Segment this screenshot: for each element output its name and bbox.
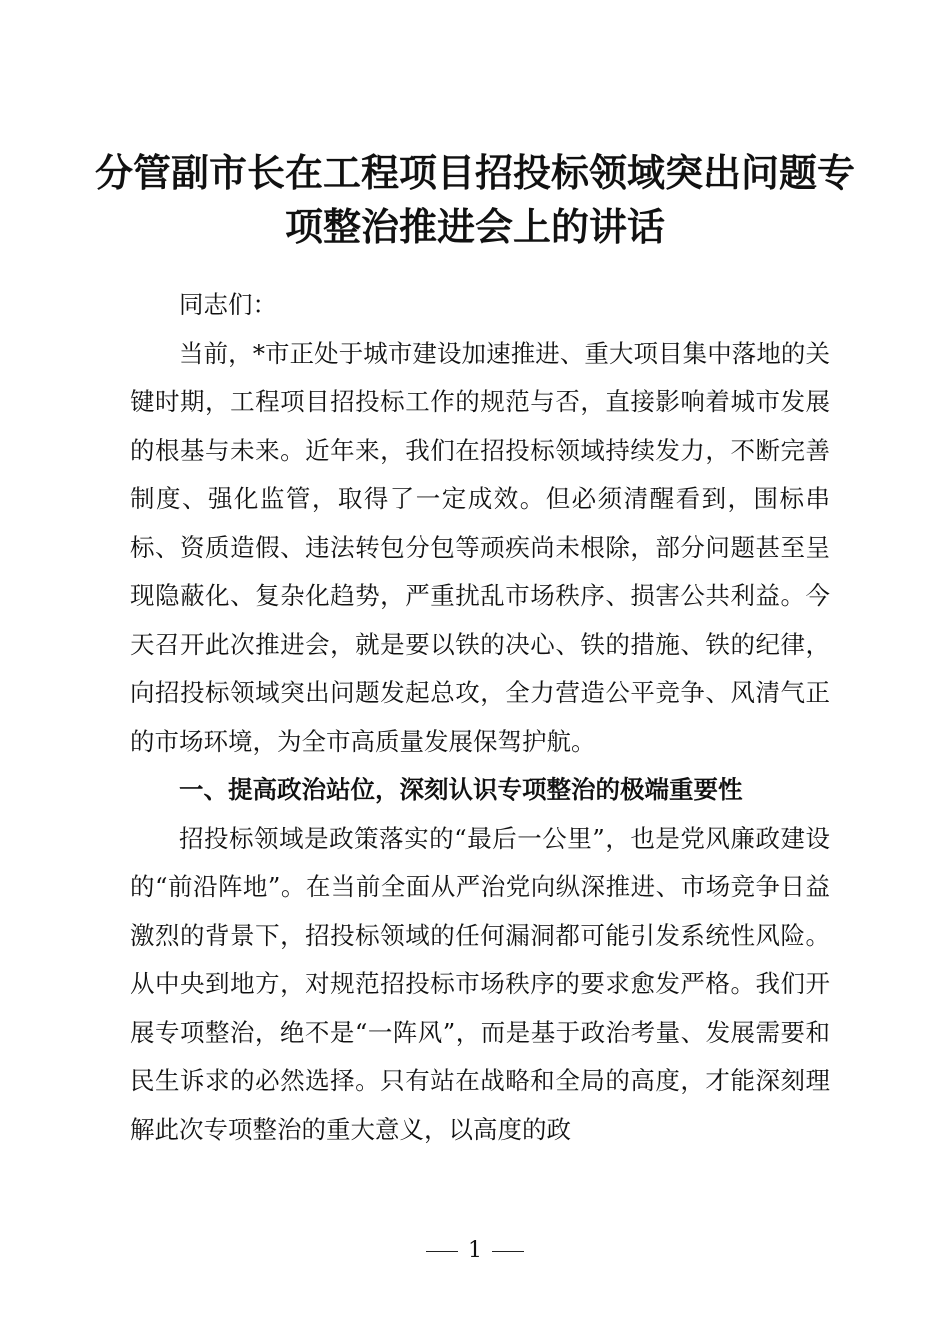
paragraph-intro: 当前，*市正处于城市建设加速推进、重大项目集中落地的关键时期，工程项目招投标工作的规范与否，直接影响着城市发展的根基与未来。近年来，我们在招投标领域持续发力，不断完善制度、强化监管，取得了一定成效。但必须清醒看到，围标串标、资质造假、违法转包分包等顽疾尚未根除，部分问题甚至呈现隐蔽化、复杂化趋势，严重扰乱市场秩序、损害公共利益。今天召开此次推进会，就是要以铁的决心、铁的措施、铁的纪律，向招投标领域突出问题发起总攻，全力营造公平竞争、风清气正的市场环境，为全市高质量发展保驾护航。 xyxy=(130,338,830,756)
document-title xyxy=(95,146,855,254)
page-footer xyxy=(0,1236,950,1266)
paragraph-section-1: 招投标领域是政策落实的“最后一公里”，也是党风廉政建设的“前沿阵地”。在当前全面从严治党向纵深推进、市场竞争日益激烈的背景下，招投标领域的任何漏洞都可能引发系统性风险。从中央到地方，对规范招投标市场秩序的要求愈发严格。我们开展专项整治，绝不是“一阵风”，而是基于政治考量、发展需要和民生诉求的必然选择。只有站在战略和全局的高度，才能深刻理解此次专项整治的重大意义，以高度的政 xyxy=(130,823,830,1144)
footer-dash-right xyxy=(492,1251,524,1252)
section-heading-1: 一、提高政治站位，深刻认识专项整治的极端重要性 xyxy=(179,775,743,804)
salutation: 同志们： xyxy=(179,290,277,319)
title-line-2: 项整治推进会上的讲话 xyxy=(284,204,665,249)
title-line-1: 分管副市长在工程项目招投标领域突出问题专 xyxy=(95,150,856,195)
document-body xyxy=(130,281,830,1154)
footer-dash-left xyxy=(426,1251,458,1252)
page-number: 1 xyxy=(468,1238,482,1263)
